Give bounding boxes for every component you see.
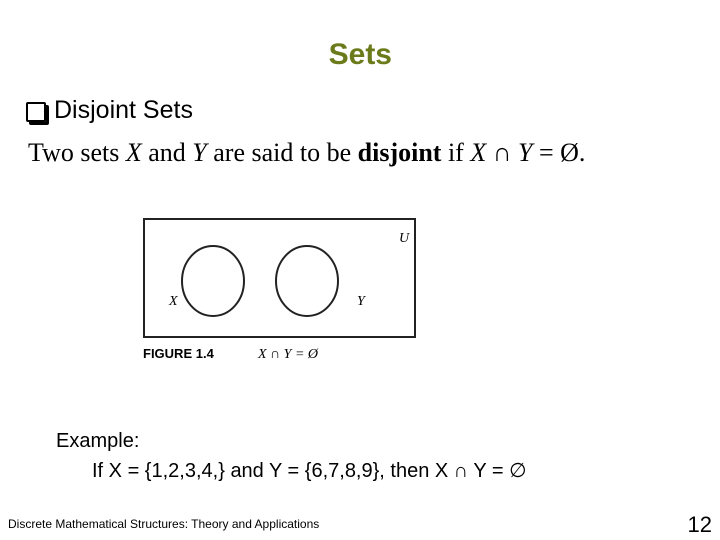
example-body: If X = {1,2,3,4,} and Y = {6,7,8,9}, then X ∩ Y = ∅: [92, 460, 527, 482]
definition-disjoint: disjoint: [357, 138, 442, 167]
definition-expr-eq: = Ø.: [532, 138, 586, 167]
bullet-text: Disjoint Sets: [54, 96, 193, 124]
figure-caption-label: FIGURE 1.4: [143, 346, 214, 361]
definition-part1: Two sets: [28, 138, 126, 167]
definition-expr-y: Y: [518, 138, 533, 167]
venn-figure: [143, 218, 418, 363]
set-y-label: Y: [357, 294, 365, 309]
universe-rect: [144, 219, 415, 337]
set-x-label: X: [169, 294, 178, 309]
example-heading: Example:: [56, 430, 140, 452]
definition-x: X: [125, 138, 142, 167]
checkbox-bullet-icon: [26, 102, 46, 122]
slide-title: Sets: [328, 38, 392, 71]
figure-caption-expr: X ∩ Y = Ø: [258, 347, 319, 362]
definition-part4: if: [441, 138, 471, 167]
definition-part2: and: [141, 138, 193, 167]
definition-expr-x: X: [470, 138, 487, 167]
definition-part3: are said to be: [206, 138, 358, 167]
definition-expr-op: ∩: [486, 138, 519, 167]
footer-text: Discrete Mathematical Structures: Theory and Applications: [8, 517, 320, 531]
definition-text: [28, 138, 585, 168]
universe-label: U: [399, 231, 410, 246]
example-block: [56, 426, 527, 486]
definition-y: Y: [192, 138, 207, 167]
bullet-item: [26, 96, 193, 125]
page-number: 12: [687, 512, 712, 537]
venn-diagram: [143, 218, 418, 363]
